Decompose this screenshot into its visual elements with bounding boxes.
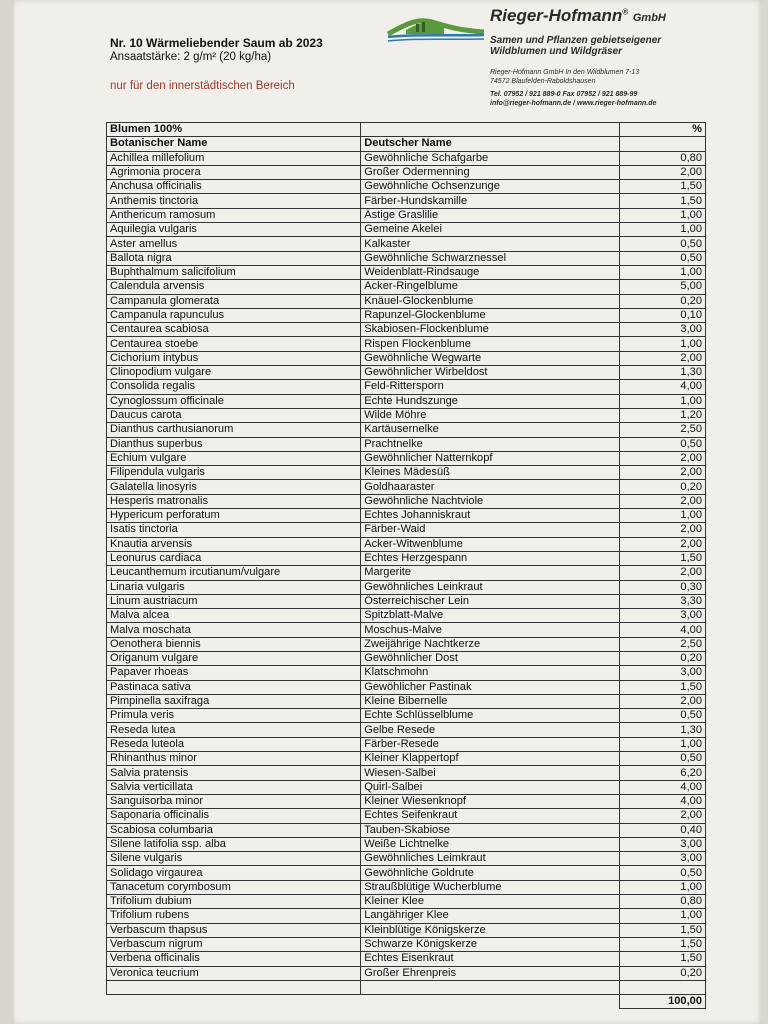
- table-row: [107, 265, 706, 279]
- german-name-cell: Rapunzel-Glockenblume: [361, 308, 619, 322]
- german-name-cell: Gewöhnliche Nachtviole: [361, 494, 619, 508]
- german-name-cell: Weiße Lichtnelke: [361, 837, 619, 851]
- table-row: [107, 651, 706, 665]
- botanical-name-cell: Anchusa officinalis: [107, 180, 361, 194]
- botanical-name-cell: Silene vulgaris: [107, 852, 361, 866]
- german-name-cell: Wiesen-Salbei: [361, 766, 619, 780]
- total-spacer: [107, 995, 361, 1009]
- table-row: [107, 308, 706, 322]
- table-row: [107, 623, 706, 637]
- german-name-cell: Acker-Ringelblume: [361, 280, 619, 294]
- percent-cell: 1,50: [619, 194, 705, 208]
- table-row: [107, 666, 706, 680]
- document-page: [14, 0, 762, 1024]
- table-row: [107, 380, 706, 394]
- german-name-cell: Kleiner Klappertopf: [361, 752, 619, 766]
- german-name-cell: Kleinblütige Königskerze: [361, 923, 619, 937]
- botanical-name-cell: Papaver rhoeas: [107, 666, 361, 680]
- german-name-cell: Gewöhnliche Wegwarte: [361, 351, 619, 365]
- percent-cell: 0,50: [619, 866, 705, 880]
- total-row: [107, 995, 706, 1009]
- table-row: [107, 609, 706, 623]
- botanical-name-cell: Malva moschata: [107, 623, 361, 637]
- german-name-cell: Langähriger Klee: [361, 909, 619, 923]
- botanical-name-cell: Centaurea stoebe: [107, 337, 361, 351]
- german-name-cell: Gewöhnliche Schwarznessel: [361, 251, 619, 265]
- german-name-cell: Großer Ehrenpreis: [361, 966, 619, 980]
- botanical-name-header: Botanischer Name: [107, 137, 361, 151]
- botanical-name-cell: Dianthus superbus: [107, 437, 361, 451]
- percent-cell: 2,00: [619, 523, 705, 537]
- percent-cell: 1,00: [619, 394, 705, 408]
- table-row: [107, 680, 706, 694]
- botanical-name-cell: Isatis tinctoria: [107, 523, 361, 537]
- german-name-cell: Färber-Hundskamille: [361, 194, 619, 208]
- percent-cell: 1,00: [619, 509, 705, 523]
- table-header-row: [107, 137, 706, 151]
- percent-cell: 2,00: [619, 537, 705, 551]
- percent-cell: 2,50: [619, 637, 705, 651]
- botanical-name-cell: Calendula arvensis: [107, 280, 361, 294]
- table-row: [107, 208, 706, 222]
- company-name: Rieger-Hofmann® GmbH: [490, 6, 666, 25]
- botanical-name-cell: Reseda lutea: [107, 723, 361, 737]
- botanical-name-cell: Silene latifolia ssp. alba: [107, 837, 361, 851]
- botanical-name-cell: Achillea millefolium: [107, 151, 361, 165]
- percent-cell: 4,00: [619, 380, 705, 394]
- german-name-cell: Gemeine Akelei: [361, 223, 619, 237]
- percent-cell: 2,00: [619, 351, 705, 365]
- table-row: [107, 394, 706, 408]
- table-row: [107, 280, 706, 294]
- botanical-name-cell: Hypericum perforatum: [107, 509, 361, 523]
- german-name-cell: Acker-Witwenblume: [361, 537, 619, 551]
- botanical-name-cell: Trifolium dubium: [107, 895, 361, 909]
- spacer-row: [107, 980, 706, 994]
- percent-cell: 0,20: [619, 966, 705, 980]
- percent-cell: 0,50: [619, 251, 705, 265]
- table-row: [107, 923, 706, 937]
- percent-cell: 1,00: [619, 909, 705, 923]
- table-row: [107, 909, 706, 923]
- botanical-name-cell: Anthemis tinctoria: [107, 194, 361, 208]
- german-name-cell: Wilde Möhre: [361, 408, 619, 422]
- botanical-name-cell: Campanula rapunculus: [107, 308, 361, 322]
- botanical-name-cell: Salvia verticillata: [107, 780, 361, 794]
- german-name-cell: Färber-Resede: [361, 737, 619, 751]
- table-row: [107, 294, 706, 308]
- german-name-cell: Gewöhnlicher Wirbeldost: [361, 366, 619, 380]
- percent-cell: 3,00: [619, 666, 705, 680]
- percent-cell: 1,00: [619, 337, 705, 351]
- botanical-name-cell: Campanula glomerata: [107, 294, 361, 308]
- german-name-cell: Kleines Mädesüß: [361, 466, 619, 480]
- table-row: [107, 809, 706, 823]
- table-row: [107, 194, 706, 208]
- percent-cell: 1,00: [619, 880, 705, 894]
- german-name-cell: Österreichischer Lein: [361, 594, 619, 608]
- german-name-cell: Margerite: [361, 566, 619, 580]
- german-name-cell: Tauben-Skabiose: [361, 823, 619, 837]
- percent-cell: 1,30: [619, 366, 705, 380]
- percent-cell: 0,80: [619, 151, 705, 165]
- botanical-name-cell: Malva alcea: [107, 609, 361, 623]
- table-row: [107, 251, 706, 265]
- german-name-cell: Gewöhnliche Schafgarbe: [361, 151, 619, 165]
- botanical-name-cell: Consolida regalis: [107, 380, 361, 394]
- percent-cell: 0,10: [619, 308, 705, 322]
- table-row: [107, 823, 706, 837]
- table-row: [107, 509, 706, 523]
- landscape-logo-icon: [386, 10, 486, 44]
- percent-cell: 2,00: [619, 466, 705, 480]
- german-name-cell: Gewöhnliche Goldrute: [361, 866, 619, 880]
- table-row: [107, 880, 706, 894]
- percent-cell: 2,00: [619, 566, 705, 580]
- german-name-cell: Knäuel-Glockenblume: [361, 294, 619, 308]
- percent-cell: 0,20: [619, 651, 705, 665]
- table-body: [107, 151, 706, 980]
- german-name-cell: Echte Hundszunge: [361, 394, 619, 408]
- german-name-cell: Kleiner Wiesenknopf: [361, 794, 619, 808]
- botanical-name-cell: Reseda luteola: [107, 737, 361, 751]
- table-row: [107, 466, 706, 480]
- botanical-name-cell: Veronica teucrium: [107, 966, 361, 980]
- german-name-cell: Ästige Graslilie: [361, 208, 619, 222]
- group-label: Blumen 100%: [107, 123, 361, 137]
- table-row: [107, 966, 706, 980]
- botanical-name-cell: Aster amellus: [107, 237, 361, 251]
- percent-cell: 1,00: [619, 208, 705, 222]
- percent-cell: 1,00: [619, 265, 705, 279]
- botanical-name-cell: Echium vulgare: [107, 451, 361, 465]
- botanical-name-cell: Scabiosa columbaria: [107, 823, 361, 837]
- botanical-name-cell: Oenothera biennis: [107, 637, 361, 651]
- table-row: [107, 523, 706, 537]
- table-row: [107, 551, 706, 565]
- botanical-name-cell: Rhinanthus minor: [107, 752, 361, 766]
- table-row: [107, 237, 706, 251]
- german-name-cell: Gewöhlicher Pastinak: [361, 680, 619, 694]
- percent-cell: 0,30: [619, 580, 705, 594]
- company-address: Rieger-Hofmann GmbH In den Wildblumen 7-13 74572 Blaufelden-Raboldshausen: [490, 69, 640, 85]
- table-row: [107, 437, 706, 451]
- percent-cell: 1,50: [619, 551, 705, 565]
- botanical-name-cell: Daucus carota: [107, 408, 361, 422]
- percent-cell: 2,00: [619, 165, 705, 179]
- table-row: [107, 737, 706, 751]
- botanical-name-cell: Primula veris: [107, 709, 361, 723]
- percent-cell: 0,50: [619, 437, 705, 451]
- botanical-name-cell: Cichorium intybus: [107, 351, 361, 365]
- percent-cell: 1,00: [619, 737, 705, 751]
- percent-cell: 1,50: [619, 180, 705, 194]
- botanical-name-cell: Sanguisorba minor: [107, 794, 361, 808]
- percent-cell: 1,20: [619, 408, 705, 422]
- company-contact: Tel. 07952 / 921 889-0 Fax 07952 / 921 889-99 info@rieger-hofmann.de / www.rieger-hofmann.de: [490, 91, 657, 107]
- percent-cell: 0,50: [619, 709, 705, 723]
- botanical-name-cell: Linum austriacum: [107, 594, 361, 608]
- german-name-cell: Straußblütige Wucherblume: [361, 880, 619, 894]
- table-row: [107, 937, 706, 951]
- botanical-name-cell: Pimpinella saxifraga: [107, 694, 361, 708]
- table-row: [107, 952, 706, 966]
- table-row: [107, 637, 706, 651]
- german-name-cell: Feld-Rittersporn: [361, 380, 619, 394]
- percent-cell: 2,00: [619, 451, 705, 465]
- table-row: [107, 494, 706, 508]
- percent-cell: 0,20: [619, 480, 705, 494]
- botanical-name-cell: Galatella linosyris: [107, 480, 361, 494]
- table-row: [107, 780, 706, 794]
- german-name-cell: Echtes Seifenkraut: [361, 809, 619, 823]
- german-name-cell: Gewöhnlicher Natternkopf: [361, 451, 619, 465]
- table-row: [107, 895, 706, 909]
- seed-mix-table: [106, 122, 706, 1009]
- botanical-name-cell: Dianthus carthusianorum: [107, 423, 361, 437]
- german-name-cell: Färber-Waid: [361, 523, 619, 537]
- german-name-cell: Echtes Johanniskraut: [361, 509, 619, 523]
- german-name-cell: Spitzblatt-Malve: [361, 609, 619, 623]
- botanical-name-cell: Anthericum ramosum: [107, 208, 361, 222]
- percent-cell: 0,50: [619, 752, 705, 766]
- table-row: [107, 151, 706, 165]
- botanical-name-cell: Ballota nigra: [107, 251, 361, 265]
- german-name-cell: Großer Odermenning: [361, 165, 619, 179]
- german-name-cell: Schwarze Königskerze: [361, 937, 619, 951]
- percent-cell: 1,50: [619, 937, 705, 951]
- table-row: [107, 337, 706, 351]
- table-row: [107, 366, 706, 380]
- botanical-name-cell: Buphthalmum salicifolium: [107, 265, 361, 279]
- german-name-cell: Weidenblatt-Rindsauge: [361, 265, 619, 279]
- german-name-cell: Moschus-Malve: [361, 623, 619, 637]
- german-name-cell: Zweijährige Nachtkerze: [361, 637, 619, 651]
- table-row: [107, 723, 706, 737]
- german-name-cell: Rispen Flockenblume: [361, 337, 619, 351]
- percent-cell: 3,00: [619, 609, 705, 623]
- mix-heading: [110, 36, 323, 63]
- botanical-name-cell: Linaria vulgaris: [107, 580, 361, 594]
- percent-cell: 4,00: [619, 780, 705, 794]
- percent-cell: 1,50: [619, 680, 705, 694]
- mix-title: Nr. 10 Wärmeliebender Saum ab 2023: [110, 36, 323, 50]
- seed-rate: Ansaatstärke: 2 g/m² (20 kg/ha): [110, 51, 272, 63]
- botanical-name-cell: Leucanthemum ircutianum/vulgare: [107, 566, 361, 580]
- total-spacer: [361, 995, 619, 1009]
- botanical-name-cell: Leonurus cardiaca: [107, 551, 361, 565]
- german-name-cell: Gewöhnliche Ochsenzunge: [361, 180, 619, 194]
- group-label-spacer: [361, 123, 619, 137]
- percent-cell: 5,00: [619, 280, 705, 294]
- table-row: [107, 408, 706, 422]
- botanical-name-cell: Salvia pratensis: [107, 766, 361, 780]
- company-tagline: Samen und Pflanzen gebietseigener Wildblumen und Wildgräser: [490, 35, 662, 57]
- botanical-name-cell: Cynoglossum officinale: [107, 394, 361, 408]
- german-name-cell: Gewöhnliches Leimkraut: [361, 852, 619, 866]
- table-row: [107, 165, 706, 179]
- percent-cell: 1,00: [619, 223, 705, 237]
- percent-cell: 0,20: [619, 294, 705, 308]
- botanical-name-cell: Clinopodium vulgare: [107, 366, 361, 380]
- percent-cell: 1,50: [619, 952, 705, 966]
- german-name-header: Deutscher Name: [361, 137, 619, 151]
- percent-header-spacer: [619, 137, 705, 151]
- table-row: [107, 223, 706, 237]
- german-name-cell: Echte Schlüsselblume: [361, 709, 619, 723]
- table-row: [107, 537, 706, 551]
- table-row: [107, 594, 706, 608]
- percent-cell: 2,00: [619, 809, 705, 823]
- german-name-cell: Gewöhnliches Leinkraut: [361, 580, 619, 594]
- botanical-name-cell: Knautia arvensis: [107, 537, 361, 551]
- table-row: [107, 423, 706, 437]
- german-name-cell: Skabiosen-Flockenblume: [361, 323, 619, 337]
- german-name-cell: Kleine Bibernelle: [361, 694, 619, 708]
- botanical-name-cell: Pastinaca sativa: [107, 680, 361, 694]
- percent-cell: 2,50: [619, 423, 705, 437]
- percent-cell: 3,00: [619, 323, 705, 337]
- percent-cell: 0,80: [619, 895, 705, 909]
- german-name-cell: Prachtnelke: [361, 437, 619, 451]
- german-name-cell: Quirl-Salbei: [361, 780, 619, 794]
- german-name-cell: Goldhaaraster: [361, 480, 619, 494]
- percent-cell: 4,00: [619, 623, 705, 637]
- percent-cell: 3,30: [619, 594, 705, 608]
- table-row: [107, 694, 706, 708]
- table-row: [107, 323, 706, 337]
- percent-cell: 0,40: [619, 823, 705, 837]
- botanical-name-cell: Verbascum thapsus: [107, 923, 361, 937]
- botanical-name-cell: Agrimonia procera: [107, 165, 361, 179]
- table-row: [107, 451, 706, 465]
- botanical-name-cell: Verbascum nigrum: [107, 937, 361, 951]
- botanical-name-cell: Filipendula vulgaris: [107, 466, 361, 480]
- percent-cell: 4,00: [619, 794, 705, 808]
- percent-cell: 0,50: [619, 237, 705, 251]
- table-row: [107, 766, 706, 780]
- botanical-name-cell: Saponaria officinalis: [107, 809, 361, 823]
- table-row: [107, 837, 706, 851]
- botanical-name-cell: Tanacetum corymbosum: [107, 880, 361, 894]
- german-name-cell: Kalkaster: [361, 237, 619, 251]
- table-row: [107, 794, 706, 808]
- botanical-name-cell: Trifolium rubens: [107, 909, 361, 923]
- table-row: [107, 566, 706, 580]
- german-name-cell: Klatschmohn: [361, 666, 619, 680]
- percent-cell: 3,00: [619, 837, 705, 851]
- percent-cell: 1,30: [619, 723, 705, 737]
- table-row: [107, 709, 706, 723]
- table-row: [107, 480, 706, 494]
- botanical-name-cell: Verbena officinalis: [107, 952, 361, 966]
- percent-cell: 2,00: [619, 694, 705, 708]
- usage-note: nur für den innerstädtischen Bereich: [110, 80, 295, 92]
- percent-cell: 6,20: [619, 766, 705, 780]
- botanical-name-cell: Solidago virgaurea: [107, 866, 361, 880]
- percent-header: %: [619, 123, 705, 137]
- table-row: [107, 351, 706, 365]
- table-row: [107, 866, 706, 880]
- table-group-row: [107, 123, 706, 137]
- botanical-name-cell: Aquilegia vulgaris: [107, 223, 361, 237]
- total-value: 100,00: [619, 995, 705, 1009]
- table-row: [107, 852, 706, 866]
- botanical-name-cell: Origanum vulgare: [107, 651, 361, 665]
- table-row: [107, 180, 706, 194]
- percent-cell: 2,00: [619, 494, 705, 508]
- german-name-cell: Echtes Eisenkraut: [361, 952, 619, 966]
- german-name-cell: Kartäusernelke: [361, 423, 619, 437]
- botanical-name-cell: Centaurea scabiosa: [107, 323, 361, 337]
- table-row: [107, 752, 706, 766]
- percent-cell: 3,00: [619, 852, 705, 866]
- percent-cell: 1,50: [619, 923, 705, 937]
- table-row: [107, 580, 706, 594]
- german-name-cell: Gelbe Resede: [361, 723, 619, 737]
- german-name-cell: Echtes Herzgespann: [361, 551, 619, 565]
- german-name-cell: Gewöhnlicher Dost: [361, 651, 619, 665]
- botanical-name-cell: Hesperis matronalis: [107, 494, 361, 508]
- german-name-cell: Kleiner Klee: [361, 895, 619, 909]
